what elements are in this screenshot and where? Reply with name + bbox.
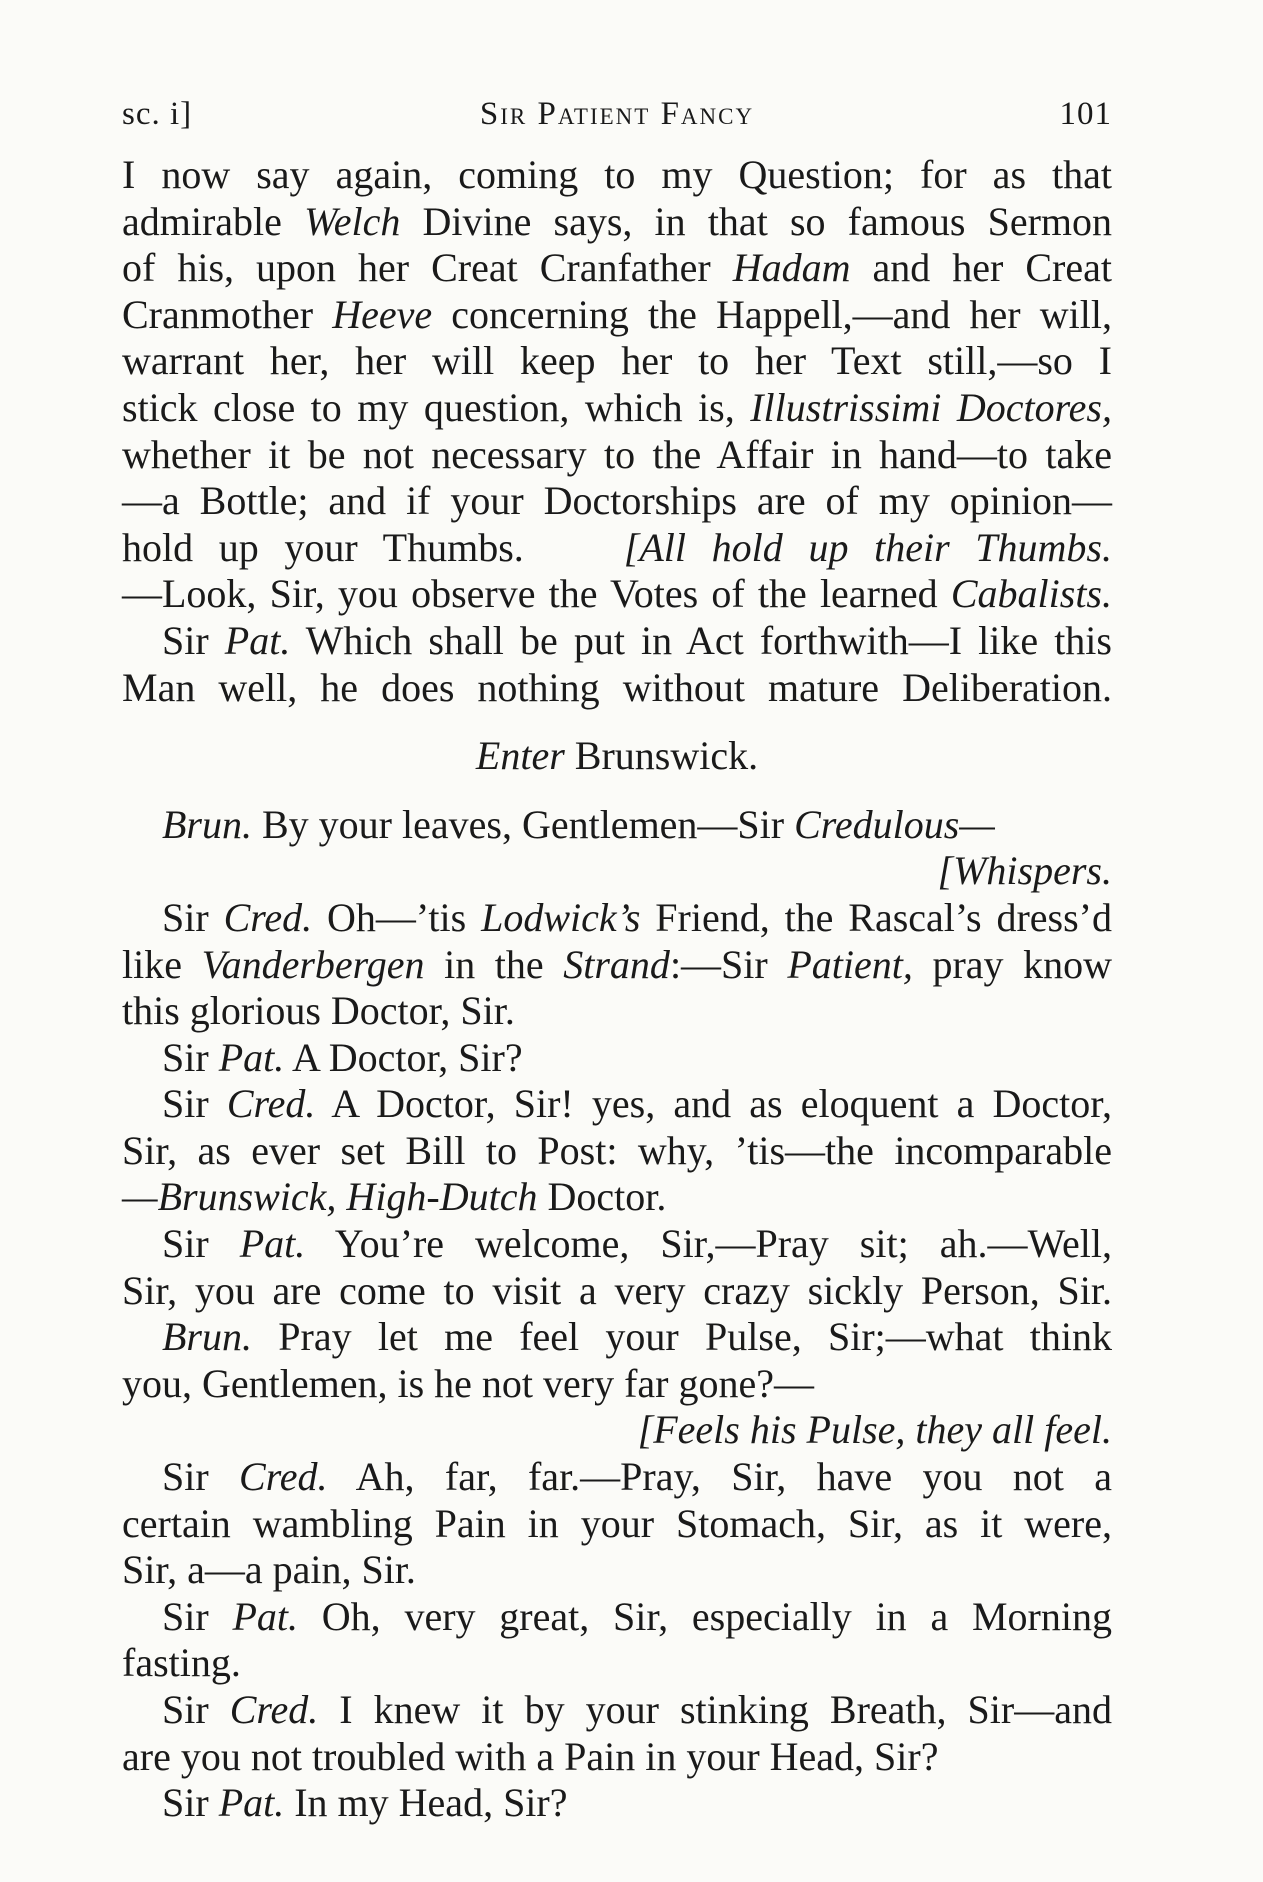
entrance-direction: Enter Brunswick. <box>475 733 759 779</box>
text-line: Sir Cred. A Doctor, Sir! yes, and as eloquent a Doctor, <box>162 1081 1112 1127</box>
text-line: are you not troubled with a Pain in your Head, Sir? <box>122 1733 939 1779</box>
text-line: I now say again, coming to my Question; for as that <box>122 152 1112 197</box>
text-line: Sir Cred. Ah, far, far.—Pray, Sir, have you not a <box>162 1454 1112 1500</box>
text-line: Cranmother Heeve concerning the Happell,—and her will, <box>122 291 1112 337</box>
text-line: this glorious Doctor, Sir. <box>122 988 515 1034</box>
text-line: —a Bottle; and if your Doctorships are of my opinion— <box>122 478 1112 524</box>
running-title: Sir Patient Fancy <box>479 96 755 132</box>
text-line: Sir, you are come to visit a very crazy sickly Person, Sir. <box>122 1267 1112 1313</box>
text-line: —Brunswick, High-Dutch Doctor. <box>122 1174 667 1220</box>
text-line: Sir Pat. You’re welcome, Sir,—Pray sit; ah.—Well, <box>162 1221 1112 1267</box>
text-line: —Look, Sir, you observe the Votes of the learned Cabalists. <box>122 571 1112 617</box>
running-header <box>122 96 1112 142</box>
text-line: Sir Pat. A Doctor, Sir? <box>162 1034 523 1080</box>
text-line: fasting. <box>122 1640 241 1686</box>
text-line: warrant her, her will keep her to her Text still,—so I <box>122 338 1112 384</box>
text-line: Sir Pat. In my Head, Sir? <box>162 1780 568 1826</box>
text-line: Sir Cred. I knew it by your stinking Breath, Sir—and <box>162 1687 1112 1732</box>
text-line: hold up your Thumbs. [All hold up their Thumbs. <box>122 524 1112 570</box>
text-line: Brun. Pray let me feel your Pulse, Sir;—what think <box>162 1314 1112 1360</box>
text-line: like Vanderbergen in the Strand:—Sir Patient, pray know <box>122 941 1112 987</box>
stage-direction: [Whispers. <box>937 848 1112 894</box>
text-line: whether it be not necessary to the Affair in hand—to take <box>122 431 1112 477</box>
play-text <box>122 152 1112 1827</box>
text-line: admirable Welch Divine says, in that so famous Sermon <box>122 198 1112 244</box>
text-line: of his, upon her Creat Cranfather Hadam and her Creat <box>122 245 1112 291</box>
text-line: Man well, he does nothing without mature Deliberation. <box>122 664 1112 710</box>
text-line: Sir, a—a pain, Sir. <box>122 1547 416 1593</box>
text-line: certain wambling Pain in your Stomach, Sir, as it were, <box>122 1500 1112 1546</box>
text-line: Sir Cred. Oh—’tis Lodwick’s Friend, the Rascal’s dress’d <box>162 894 1113 940</box>
stage-direction: [Feels his Pulse, they all feel. <box>637 1407 1112 1453</box>
page-number: 101 <box>1059 96 1112 132</box>
text-line: stick close to my question, which is, Illustrissimi Doctores, <box>122 384 1112 430</box>
text-line: Sir Pat. Oh, very great, Sir, especially in a Morning <box>162 1593 1112 1639</box>
text-line: Brun. By your leaves, Gentlemen—Sir Credulous— <box>162 801 995 847</box>
text-line: Sir Pat. Which shall be put in Act forthwith—I like this <box>162 617 1112 663</box>
text-line: you, Gentlemen, is he not very far gone?— <box>122 1360 815 1406</box>
stage-direction: [All hold up their Thumbs. <box>623 524 1112 570</box>
text-line: Sir, as ever set Bill to Post: why, ’tis—the incomparable <box>122 1127 1112 1173</box>
scene-marker: sc. i] <box>122 96 193 132</box>
